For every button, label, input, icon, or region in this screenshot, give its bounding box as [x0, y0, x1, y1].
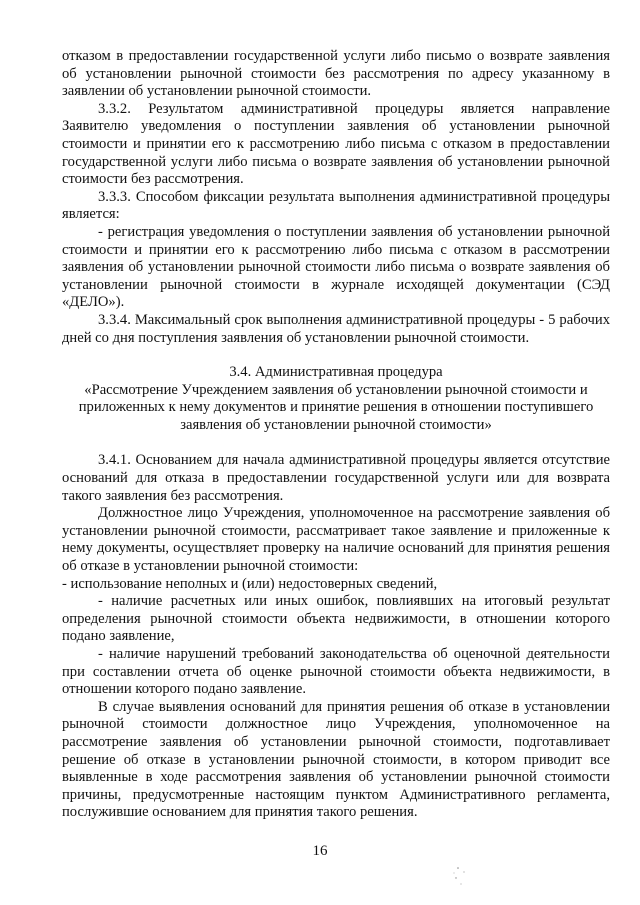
section-heading-3-4 — [62, 364, 610, 434]
paragraph-official-review: Должностное лицо Учреждения, уполномоченное на рассмотрение заявления об установлении рыночной стоимости, рассматривает такое заявление и приложенные к нему документы, осуществляет проверку на наличие оснований для принятия решения об отказе в установлении рыночной стоимости: — [62, 505, 610, 575]
paragraph-3-3-4: 3.3.4. Максимальный срок выполнения административной процедуры - 5 рабочих дней со дня поступления заявления об установлении рыночной стоимости. — [62, 311, 610, 346]
list-item-law-violations: - наличие нарушений требований законодательства об оценочной деятельности при составлении отчета об оценке рыночной стоимости объекта недвижимости, в отношении которого подано заявление. — [62, 646, 610, 698]
paragraph-3-3-3: 3.3.3. Способом фиксации результата выполнения административной процедуры является: — [62, 188, 610, 223]
section-heading-subtitle-line: «Рассмотрение Учреждением заявления об установлении рыночной стоимости и — [84, 381, 588, 398]
paragraph-continuation: отказом в предоставлении государственной услуги либо письмо о возврате заявления об установлении рыночной стоимости без рассмотрения по адресу указанному в заявлении об установлении рыночной стоимости. — [62, 48, 610, 100]
page-number: 16 — [312, 843, 328, 859]
section-heading-subtitle-line: приложенных к нему документов и принятие решения в отношении поступившего — [78, 399, 594, 416]
section-heading-subtitle-line: заявления об установлении рыночной стоимости» — [180, 416, 492, 433]
list-item-incomplete-data: - использование неполных и (или) недостоверных сведений, — [62, 575, 438, 592]
paragraph-refusal-decision: В случае выявления оснований для принятия решения об отказе в установлении рыночной стоимости должностное лицо Учреждения, уполномоченное на рассмотрение заявления об установлении рыночной стоимости, подготавливает решение об отказе в установлении рыночной стоимости, в котором приводит все выявленные в ходе рассмотрения заявления об установлении рыночной стоимости причины, предусмотренные настоящим пунктом Административного регламента, послужившие основанием для принятия такого решения. — [62, 698, 610, 821]
section-heading-title: 3.4. Административная процедура — [229, 364, 443, 381]
paragraph-registration-item: - регистрация уведомления о поступлении заявления об установлении рыночной стоимости и принятии его к рассмотрению либо письма с отказом в рассмотрении заявления об установлении рыночной стоимости либо письма о возврате заявления об установлении рыночной стоимости в журнале исходящей документации (СЭД «ДЕЛО»). — [62, 223, 610, 311]
paragraph-3-3-2: 3.3.2. Результатом административной процедуры является направление Заявителю уведомления о поступлении заявления об установлении рыночной стоимости и принятии его к рассмотрению либо письма с отказом в предоставлении государственной услуги либо письма о возврате заявления об установлении рыночной стоимости без рассмотрения. — [62, 100, 610, 188]
scan-speck-marks — [452, 862, 482, 892]
list-item-calculation-errors: - наличие расчетных или иных ошибок, повлиявших на итоговый результат определения рыночной стоимости объекта недвижимости, в отношении которого подано заявление, — [62, 593, 610, 645]
paragraph-3-4-1: 3.4.1. Основанием для начала административной процедуры является отсутствие оснований для отказа в предоставлении государственной услуги или для возврата такого заявления без рассмотрения. — [62, 452, 610, 504]
